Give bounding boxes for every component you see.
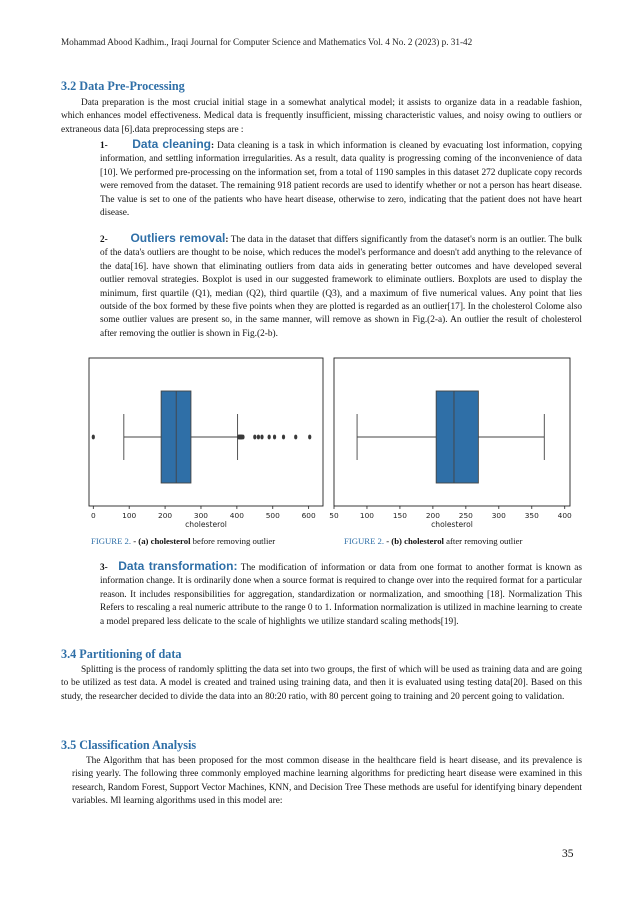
section-heading-3-2: 3.2 Data Pre-Processing: [61, 79, 185, 93]
section-heading-3-4: 3.4 Partitioning of data: [61, 647, 182, 661]
running-header: Mohammad Abood Kadhim., Iraqi Journal for Computer Science and Mathematics Vol. 4 No. 2 (2023) p. 31-42: [61, 37, 473, 47]
step-colon: :: [225, 235, 229, 245]
outlier-point: [260, 435, 263, 440]
step-body: The data in the dataset that differs significantly from the dataset's norm is an outlier. The bulk of the data's outliers are thought to be noise, which reduces the model's performance and doesn't add anything to the relevance of the data[16]. have shown that eliminating outliers from data aids in generating better outcomes and have developed several outlier removal strategies. Boxplot is used in our suggested framework to eliminate outliers. Boxplots are used to display the minimum, first quartile (Q1), median (Q2), third quartile (Q3), and a maximum of five numerical values. Any point that lies outside of the box formed by these five points when they are plotted is regarded as an outlier[17]. In the cholesterol Colome also some outlier values are present so, in the same manner, will remove as shown in Fig.(2-a). An outlier the result of cholesterol after removing the outlier is shown in Fig.(2-b).: [100, 235, 582, 339]
step-data-cleaning: [100, 138, 582, 220]
step-data-transformation: [100, 560, 582, 629]
outlier-point: [282, 435, 285, 440]
section-heading-3-5: 3.5 Classification Analysis: [61, 738, 197, 752]
x-tick-label: 300: [193, 511, 209, 520]
outlier-point: [92, 435, 95, 440]
outlier-point: [241, 435, 244, 440]
outlier-point: [257, 435, 260, 440]
outlier-point: [308, 435, 311, 440]
partitioning-paragraph: Splitting is the process of randomly splitting the data set into two groups, the first of which will be used as training data and are going to be utilized as test data. A model is created and trained using training data, and then it is evaluated using testing data[20]. Based on this study, the researcher decided to divide the data into an 80:20 ratio, with 80 percent going to training and 20 percent going to validation.: [61, 665, 582, 702]
x-tick-label: 300: [491, 511, 506, 520]
x-tick-label: 50: [329, 511, 339, 520]
x-tick-label: 600: [301, 511, 316, 520]
boxplot-cholesterol-after: [329, 357, 572, 532]
x-tick-label: 0: [90, 511, 96, 520]
x-tick-label: 100: [359, 511, 375, 520]
figure-2a-caption: FIGURE 2. - (a) cholesterol before removing outlier: [91, 536, 276, 546]
step-body: Data cleaning is a task in which information is cleaned by evacuating lost information, copying information, and settling information irregularities. As a result, data quality is progressing coming of the inconvenience of data [10]. We performed pre-processing on the information set, from a total of 1190 samples in this dataset 272 duplicate copy records were removed from the dataset. The remaining 918 patient records are used to identify whether or not a person has heart disease. The value is set to one of the patients who have heart disease, otherwise to zero, indicating that the patient does not have heart disease.: [100, 141, 582, 219]
outlier-point: [294, 435, 297, 440]
step-outliers-removal: [100, 232, 582, 341]
step-number: 1-: [100, 141, 108, 151]
step-number: 3-: [100, 563, 108, 573]
page-number: 35: [562, 848, 574, 860]
outlier-point: [273, 435, 276, 440]
figure-2b-caption: FIGURE 2. - (b) cholesterol after removing outlier: [344, 536, 523, 546]
outlier-point: [268, 435, 271, 440]
classification-paragraph: The Algorithm that has been proposed for the most common disease in the healthcare field is heart disease, and its prevalence is rising yearly. The following three commonly employed machine learning algorithms for predicting heart disease were examined in this research, Random Forest, Support Vector Machines, KNN, and Decision Tree These methods are useful for identifying binary dependent variables. Ml learning algorithms used in this model are:: [72, 756, 582, 807]
x-tick-label: 200: [425, 511, 440, 520]
step-title: Data cleaning: [132, 137, 212, 151]
x-tick-label: 500: [265, 511, 280, 520]
outlier-point: [253, 435, 256, 440]
x-tick-label: 400: [229, 511, 244, 520]
figure-2a-boxplot: [88, 357, 324, 532]
x-tick-label: 150: [392, 511, 407, 520]
x-axis-label: cholesterol: [431, 520, 473, 529]
step-title: Data transformation:: [118, 559, 238, 573]
x-tick-label: 250: [458, 511, 473, 520]
x-axis-label: cholesterol: [185, 520, 227, 529]
x-tick-label: 400: [557, 511, 572, 520]
step-number: 2-: [100, 235, 108, 245]
iqr-box: [436, 391, 478, 483]
step-colon: :: [211, 141, 215, 151]
preprocessing-intro: Data preparation is the most crucial initial stage in a somewhat analytical model; it assists to organize data in a readable fashion, which enhances model effectiveness. Medical data is frequently insufficient, missing characteristic values, and noisy owing to outliers or extraneous data [6].data preprocessing steps are :: [61, 98, 582, 135]
step-title: Outliers removal: [130, 231, 226, 245]
x-tick-label: 350: [524, 511, 539, 520]
figure-2b-boxplot: [329, 357, 572, 532]
x-tick-label: 200: [158, 511, 173, 520]
step-body: The modification of information or data from one format to another format is known as information change. It is ordinarily done when a source format is required to change over into the required format for a particular reason. It includes responsibilities for aggregation, standardization or normalization, and smoothing [18]. Normalization This Refers to rescaling a real numeric attribute to the range 0 to 1. Information normalization is utilized in machine learning to create a model prepared less delicate to the scale of highlights we utilize standard scaling methods[19].: [100, 563, 582, 627]
boxplot-cholesterol-before: [88, 357, 324, 532]
x-tick-label: 100: [122, 511, 137, 520]
